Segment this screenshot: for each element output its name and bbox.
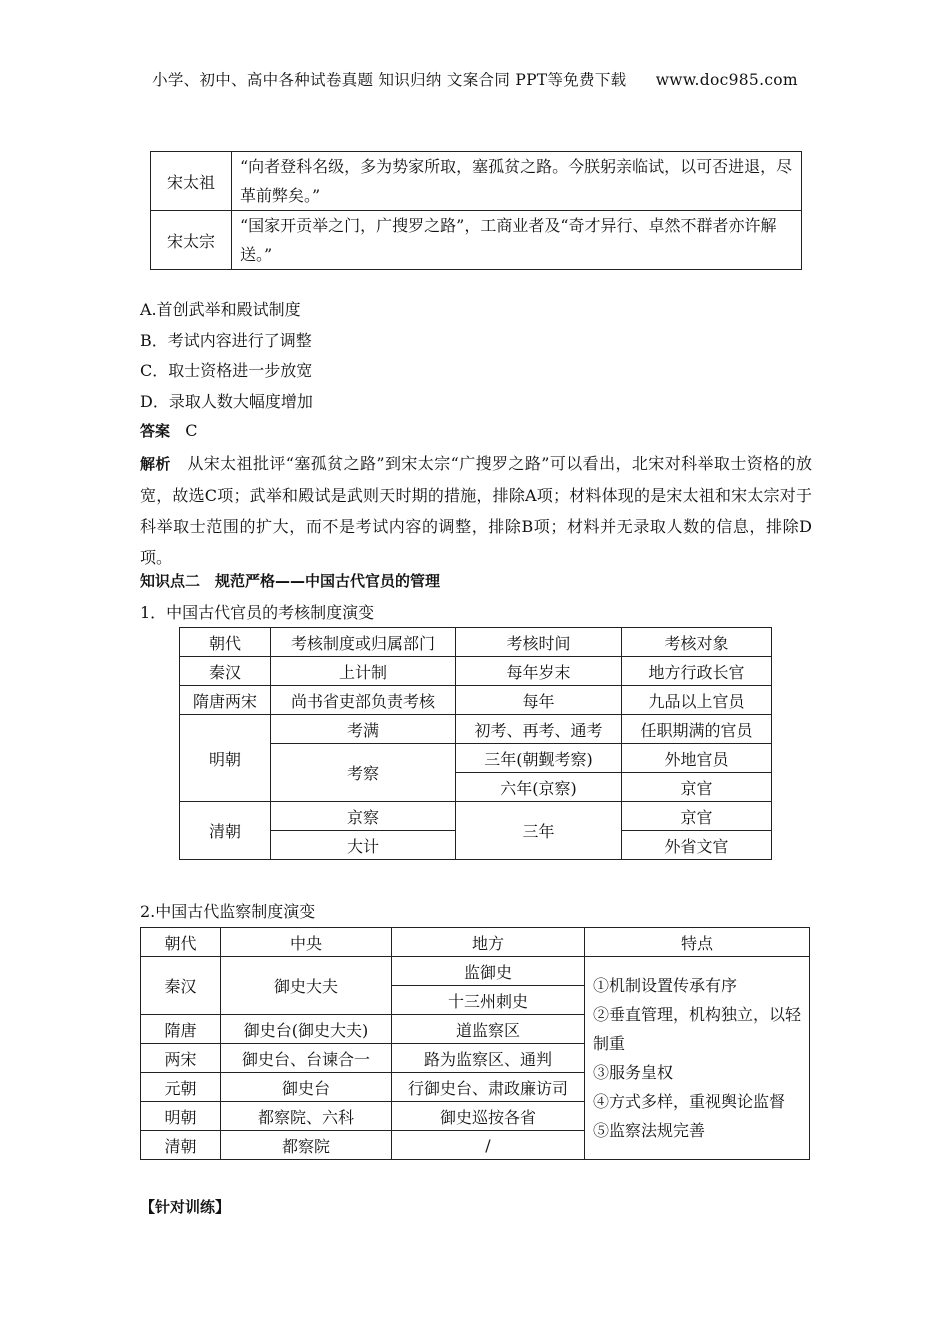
column-header: 考核时间 xyxy=(456,628,622,657)
cell: 十三州刺史 xyxy=(392,986,585,1015)
cell: 御史台(御史大夫) xyxy=(221,1015,392,1044)
cell: 京察 xyxy=(271,802,456,831)
section1-title: 1．中国古代官员的考核制度演变 xyxy=(140,603,375,622)
column-header: 考核制度或归属部门 xyxy=(271,628,456,657)
cell: 大计 xyxy=(271,831,456,860)
cell: 任职期满的官员 xyxy=(622,715,772,744)
option-b: B．考试内容进行了调整 xyxy=(140,331,312,350)
cell: 御史巡按各省 xyxy=(392,1102,585,1131)
training-heading: 【针对训练】 xyxy=(140,1198,231,1216)
cell: 路为监察区、通判 xyxy=(392,1044,585,1073)
cell: 考满 xyxy=(271,715,456,744)
analysis-text: 从宋太祖批评“塞孤贫之路”到宋太宗“广搜罗之路”可以看出，北宋对科举取士资格的放宽，故选C项；武举和殿试是武则天时期的措施，排除A项；材料体现的是宋太祖和宋太宗对于科举取士范围的扩大，而不是考试内容的调整，排除B项；材料并无录取人数的信息，排除D项。 xyxy=(140,454,812,567)
section2-title: 2.中国古代监察制度演变 xyxy=(140,902,316,921)
emperor-name: 宋太宗 xyxy=(151,211,232,270)
analysis xyxy=(140,448,812,573)
table-header-row xyxy=(141,928,810,957)
features-cell xyxy=(585,957,810,1160)
quote-table xyxy=(150,151,802,270)
emperor-quote: “向者登科名级，多为势家所取，塞孤贫之路。今朕躬亲临试，以可否进退，尽革前弊矣。” xyxy=(232,152,802,211)
column-header: 地方 xyxy=(392,928,585,957)
cell: 御史台、台谏合一 xyxy=(221,1044,392,1073)
cell: 元朝 xyxy=(141,1073,221,1102)
cell: 每年 xyxy=(456,686,622,715)
cell: 监御史 xyxy=(392,957,585,986)
cell: 外地官员 xyxy=(622,744,772,773)
option-d: D．录取人数大幅度增加 xyxy=(140,392,313,411)
table-row xyxy=(151,211,802,270)
cell: 考察 xyxy=(271,744,456,802)
column-header: 朝代 xyxy=(180,628,271,657)
feature-item: ⑤监察法规完善 xyxy=(593,1121,706,1140)
cell: 清朝 xyxy=(180,802,271,860)
cell: 九品以上官员 xyxy=(622,686,772,715)
analysis-label: 解析 xyxy=(140,455,171,473)
cell: 两宋 xyxy=(141,1044,221,1073)
feature-item: ①机制设置传承有序 xyxy=(593,976,738,995)
knowledge-point-title: 知识点二 规范严格——中国古代官员的管理 xyxy=(140,572,441,590)
answer-value: C xyxy=(185,421,198,440)
cell: 京官 xyxy=(622,773,772,802)
cell: 三年 xyxy=(456,802,622,860)
cell: 都察院 xyxy=(221,1131,392,1160)
option-c: C．取士资格进一步放宽 xyxy=(140,361,313,380)
answer xyxy=(140,420,198,441)
supervision-table xyxy=(140,927,810,1160)
table-row xyxy=(151,152,802,211)
table-row xyxy=(180,686,772,715)
table-row xyxy=(180,715,772,744)
cell: 三年(朝觐考察) xyxy=(456,744,622,773)
header-text: 小学、初中、高中各种试卷真题 知识归纳 文案合同 PPT等免费下载 xyxy=(152,71,627,89)
cell: 御史台 xyxy=(221,1073,392,1102)
cell: 清朝 xyxy=(141,1131,221,1160)
cell: / xyxy=(392,1131,585,1160)
cell: 秦汉 xyxy=(141,957,221,1015)
emperor-name: 宋太祖 xyxy=(151,152,232,211)
cell: 秦汉 xyxy=(180,657,271,686)
cell: 初考、再考、通考 xyxy=(456,715,622,744)
cell: 尚书省吏部负责考核 xyxy=(271,686,456,715)
assessment-table xyxy=(179,627,772,860)
column-header: 朝代 xyxy=(141,928,221,957)
cell: 每年岁末 xyxy=(456,657,622,686)
feature-item: ③服务皇权 xyxy=(593,1063,674,1082)
cell: 上计制 xyxy=(271,657,456,686)
cell: 隋唐两宋 xyxy=(180,686,271,715)
answer-label: 答案 xyxy=(140,422,171,440)
cell: 明朝 xyxy=(180,715,271,802)
cell: 地方行政长官 xyxy=(622,657,772,686)
table-row xyxy=(180,657,772,686)
table-header-row xyxy=(180,628,772,657)
cell: 京官 xyxy=(622,802,772,831)
cell: 隋唐 xyxy=(141,1015,221,1044)
column-header: 中央 xyxy=(221,928,392,957)
cell: 道监察区 xyxy=(392,1015,585,1044)
cell: 外省文官 xyxy=(622,831,772,860)
cell: 六年(京察) xyxy=(456,773,622,802)
cell: 御史大夫 xyxy=(221,957,392,1015)
table-row xyxy=(141,957,810,986)
page-header xyxy=(0,68,950,90)
table-row xyxy=(180,802,772,831)
cell: 行御史台、肃政廉访司 xyxy=(392,1073,585,1102)
feature-item: ②垂直管理，机构独立，以轻制重 xyxy=(593,1005,802,1053)
option-a: A.首创武举和殿试制度 xyxy=(140,300,301,319)
cell: 明朝 xyxy=(141,1102,221,1131)
column-header: 考核对象 xyxy=(622,628,772,657)
column-header: 特点 xyxy=(585,928,810,957)
emperor-quote: “国家开贡举之门，广搜罗之路”，工商业者及“奇才异行、卓然不群者亦许解送。” xyxy=(232,211,802,270)
header-url[interactable]: www.doc985.com xyxy=(655,71,798,89)
cell: 都察院、六科 xyxy=(221,1102,392,1131)
feature-item: ④方式多样，重视舆论监督 xyxy=(593,1092,786,1111)
